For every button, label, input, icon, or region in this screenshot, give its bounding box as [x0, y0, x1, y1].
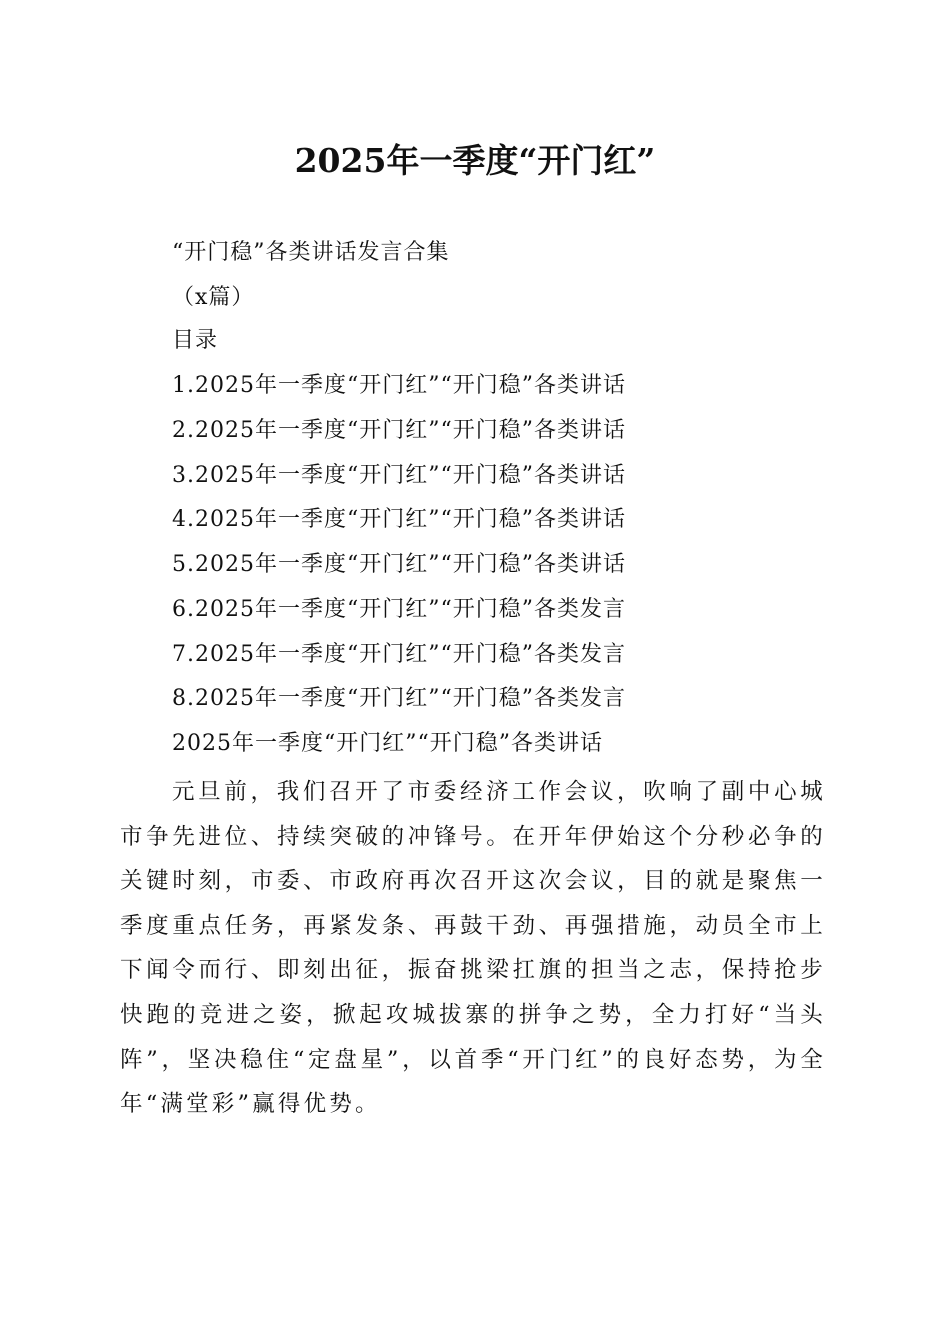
document-subtitle: “开门稳”各类讲话发言合集	[172, 240, 450, 265]
toc-item: 8.2025年一季度“开门红”“开门稳”各类发言	[172, 686, 626, 711]
section-title: 2025年一季度“开门红”“开门稳”各类讲话	[172, 731, 603, 756]
toc-item: 3.2025年一季度“开门红”“开门稳”各类讲话	[172, 463, 626, 488]
toc-heading: 目录	[172, 328, 219, 353]
count-note: （x篇）	[172, 285, 255, 310]
toc-item: 4.2025年一季度“开门红”“开门稳”各类讲话	[172, 507, 626, 532]
toc-item: 5.2025年一季度“开门红”“开门稳”各类讲话	[172, 552, 626, 577]
toc-item: 7.2025年一季度“开门红”“开门稳”各类发言	[172, 642, 626, 667]
toc-item: 1.2025年一季度“开门红”“开门稳”各类讲话	[172, 373, 626, 398]
toc-item: 6.2025年一季度“开门红”“开门稳”各类发言	[172, 597, 626, 622]
toc-item: 2.2025年一季度“开门红”“开门稳”各类讲话	[172, 418, 626, 443]
document-title: 2025年一季度“开门红”	[294, 141, 656, 180]
body-paragraph: 元旦前，我们召开了市委经济工作会议，吹响了副中心城市争先进位、持续突破的冲锋号。在开年伊始这个分秒必争的关键时刻，市委、市政府再次召开这次会议，目的就是聚焦一季度重点任务，再紧发条、再鼓干劲、再强措施，动员全市上下闻令而行、即刻出征，振奋挑梁扛旗的担当之志，保持抢步快跑的竞进之姿，掀起攻城拔寨的拼争之势，全力打好“当头阵”，坚决稳住“定盘星”，以首季“开门红”的良好态势，为全年“满堂彩”赢得优势。	[120, 779, 826, 1118]
